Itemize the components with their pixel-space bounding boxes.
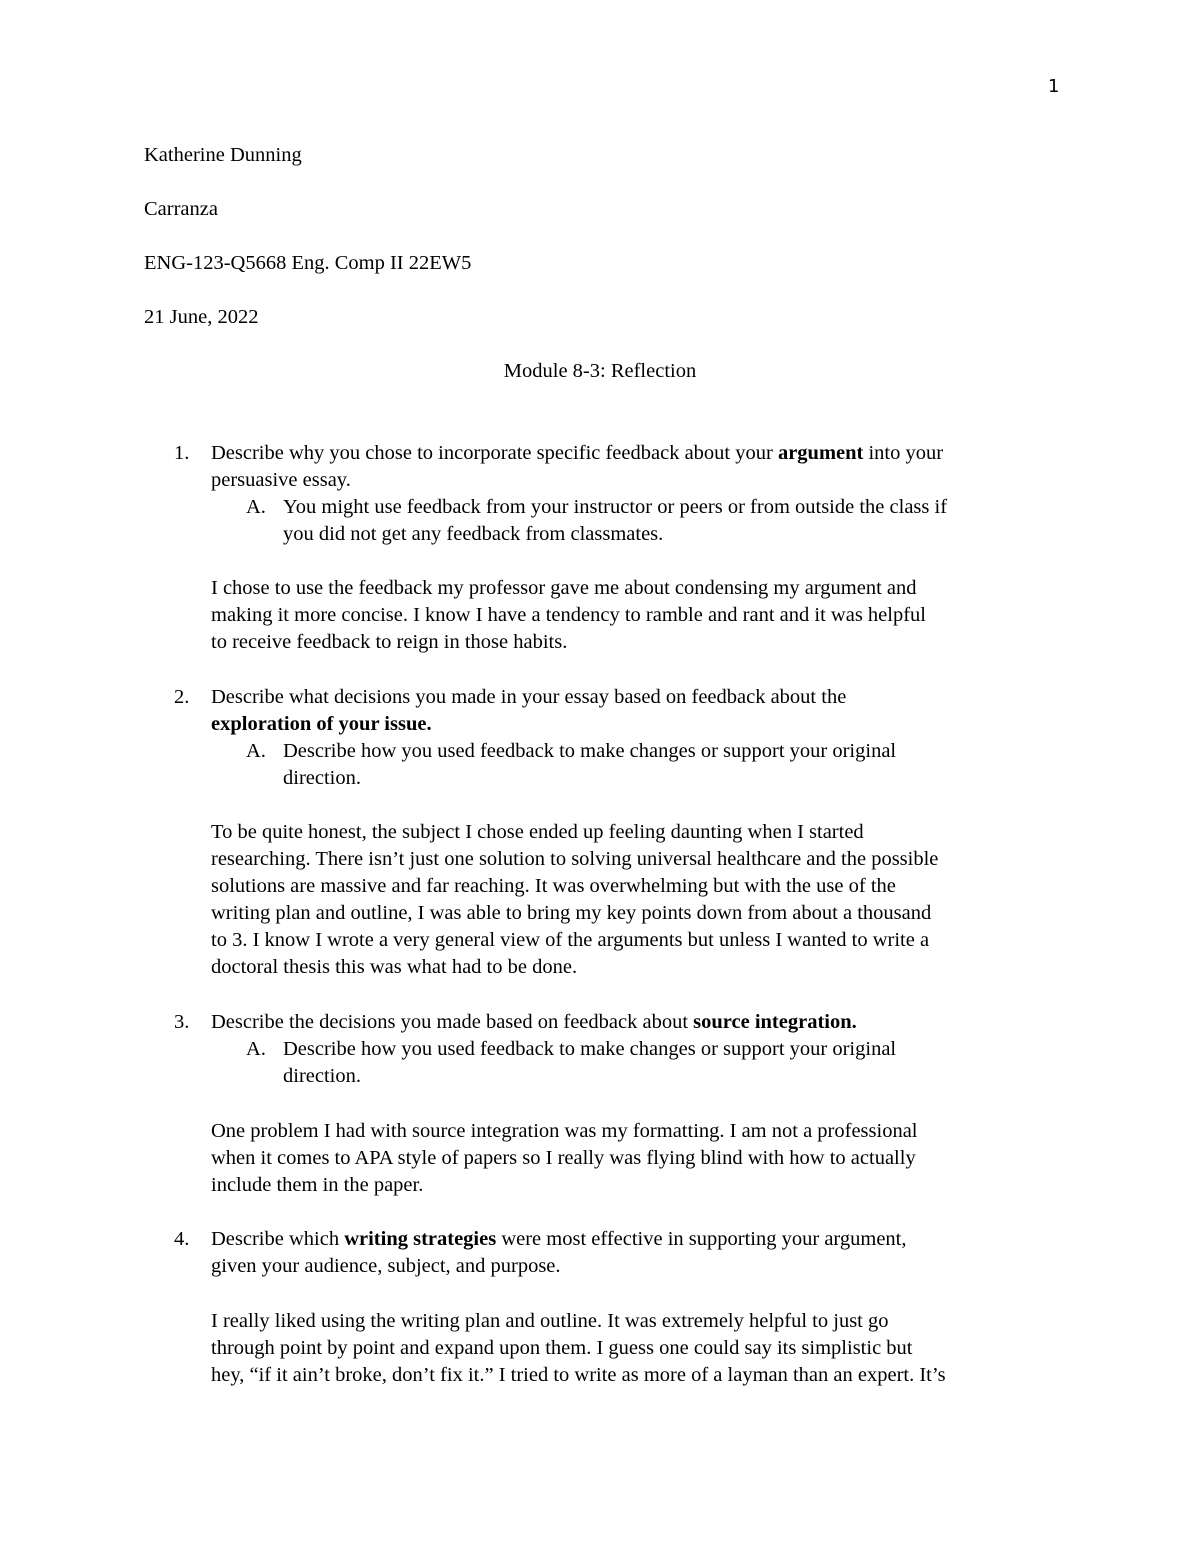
subpoint-label: A. bbox=[246, 496, 266, 518]
bold-term: source integration. bbox=[693, 1011, 857, 1033]
question-number: 3. bbox=[174, 1011, 190, 1033]
answer-line: doctoral thesis this was what had to be done. bbox=[211, 956, 578, 978]
answer-line: making it more concise. I know I have a tendency to ramble and rant and it was helpful bbox=[211, 604, 926, 626]
document-date: 21 June, 2022 bbox=[144, 306, 259, 328]
question-text: Describe the decisions you made based on feedback about source integration. bbox=[211, 1011, 857, 1033]
answer-line: To be quite honest, the subject I chose ended up feeling daunting when I started bbox=[211, 821, 864, 843]
answer-line: solutions are massive and far reaching. It was overwhelming but with the use of the bbox=[211, 875, 896, 897]
answer-line: I chose to use the feedback my professor gave me about condensing my argument and bbox=[211, 577, 917, 599]
question-text: Describe which writing strategies were most effective in supporting your argument, bbox=[211, 1228, 907, 1250]
subpoint-text: direction. bbox=[283, 1065, 361, 1087]
page-number: 1 bbox=[1048, 76, 1060, 97]
answer-line: to receive feedback to reign in those habits. bbox=[211, 631, 568, 653]
student-name: Katherine Dunning bbox=[144, 144, 302, 166]
question-text: Describe why you chose to incorporate specific feedback about your argument into your bbox=[211, 442, 944, 464]
document-title: Module 8-3: Reflection bbox=[503, 360, 697, 382]
course-name: ENG-123-Q5668 Eng. Comp II 22EW5 bbox=[144, 252, 472, 274]
question-text: persuasive essay. bbox=[211, 469, 351, 491]
answer-line: through point by point and expand upon them. I guess one could say its simplistic but bbox=[211, 1337, 913, 1359]
subpoint-text: direction. bbox=[283, 767, 361, 789]
bold-term: exploration of your issue. bbox=[211, 713, 432, 735]
answer-line: One problem I had with source integration was my formatting. I am not a professional bbox=[211, 1120, 918, 1142]
bold-term: writing strategies bbox=[344, 1228, 497, 1250]
answer-line: I really liked using the writing plan and outline. It was extremely helpful to just go bbox=[211, 1310, 889, 1332]
question-text: given your audience, subject, and purpose. bbox=[211, 1255, 561, 1277]
subpoint-text: Describe how you used feedback to make changes or support your original bbox=[283, 1038, 897, 1060]
subpoint-text: Describe how you used feedback to make changes or support your original bbox=[283, 740, 897, 762]
subpoint-text: You might use feedback from your instructor or peers or from outside the class if bbox=[283, 496, 948, 518]
answer-line: to 3. I know I wrote a very general view of the arguments but unless I wanted to write a bbox=[211, 929, 930, 951]
question-number: 2. bbox=[174, 686, 190, 708]
question-number: 4. bbox=[174, 1228, 190, 1250]
bold-term: argument bbox=[777, 442, 864, 464]
question-number: 1. bbox=[174, 442, 190, 464]
subpoint-label: A. bbox=[246, 740, 266, 762]
answer-line: hey, “if it ain’t broke, don’t fix it.” I tried to write as more of a layman than an expert. It’s bbox=[211, 1364, 946, 1386]
answer-line: include them in the paper. bbox=[211, 1174, 424, 1196]
question-text bbox=[211, 713, 432, 736]
question-text: Describe what decisions you made in your essay based on feedback about the bbox=[211, 686, 847, 708]
answer-line: when it comes to APA style of papers so I really was flying blind with how to actually bbox=[211, 1147, 916, 1169]
instructor-name: Carranza bbox=[144, 198, 218, 220]
answer-line: writing plan and outline, I was able to bring my key points down from about a thousand bbox=[211, 902, 932, 924]
subpoint-label: A. bbox=[246, 1038, 266, 1060]
subpoint-text: you did not get any feedback from classmates. bbox=[283, 523, 664, 545]
answer-line: researching. There isn’t just one solution to solving universal healthcare and the possible bbox=[211, 848, 939, 870]
